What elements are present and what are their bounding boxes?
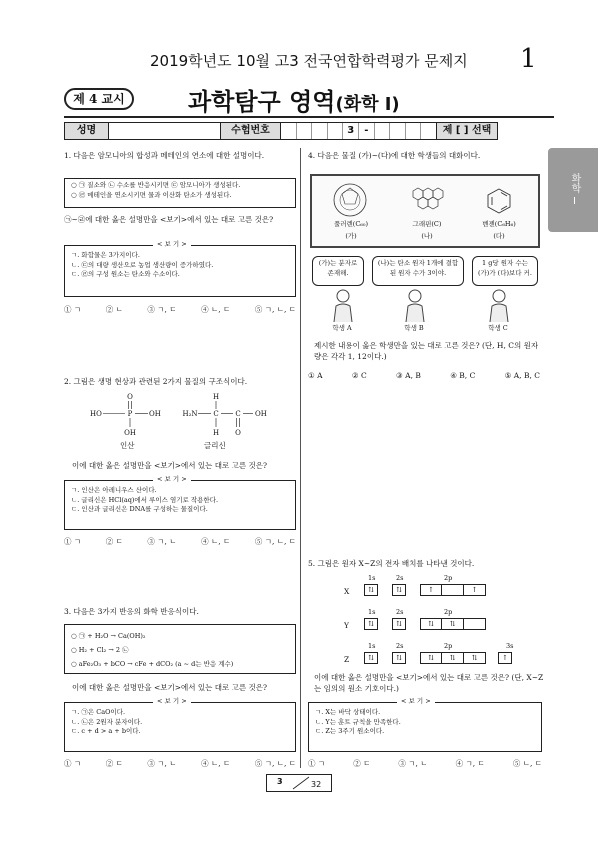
q2-choice-5[interactable]: ⑤ ㄱ, ㄴ, ㄷ xyxy=(254,537,296,546)
svg-text:C: C xyxy=(235,410,241,418)
page-number: 1 xyxy=(520,44,537,74)
period-badge: 제 4 교시 xyxy=(64,88,134,110)
x-2p-1: ↑ xyxy=(420,584,442,596)
z-label-2s: 2s xyxy=(396,642,404,650)
z-label-3s: 3s xyxy=(506,642,514,650)
info-bar xyxy=(64,122,498,140)
q4-question: 제시한 내용이 옳은 학생만을 있는 대로 고른 것은? (단, H, C의 원자량은 각각 1, 12이다.) xyxy=(314,341,539,361)
svg-text:H: H xyxy=(212,429,220,437)
q1-bogi-1: ㄱ. 화합물은 3가지이다. xyxy=(71,251,140,259)
student-b-icon xyxy=(402,288,428,322)
atom-x-label: X xyxy=(344,587,350,596)
q5-choice-1[interactable]: ① ㄱ xyxy=(308,759,326,768)
q3-bogi-3: ㄷ. c + d > a + b이다. xyxy=(71,727,141,735)
subject-title xyxy=(188,82,400,117)
column-divider xyxy=(300,148,301,768)
name-field[interactable] xyxy=(109,123,221,139)
q1-choice-3[interactable]: ③ ㄱ, ㄷ xyxy=(147,305,177,314)
svg-text:HO: HO xyxy=(90,410,102,418)
footer-page: 3 xyxy=(277,777,283,786)
q2-bogi-box xyxy=(64,475,296,530)
svg-text:H: H xyxy=(212,393,220,401)
q1-line-2: ○ ㉣ 메테인을 연소시키면 물과 이산화 탄소가 생성된다. xyxy=(71,190,232,199)
q2-choices xyxy=(64,536,296,547)
footer-slash xyxy=(291,776,311,790)
q3-choice-3[interactable]: ③ ㄱ, ㄴ xyxy=(147,759,177,768)
q1-stem: 1. 다음은 암모니아의 합성과 메테인의 연소에 대한 설명이다. xyxy=(64,151,265,160)
q4-board xyxy=(310,174,540,248)
q1-choice-1[interactable]: ① ㄱ xyxy=(64,305,82,314)
svg-text:OH: OH xyxy=(124,429,136,437)
q2-choice-3[interactable]: ③ ㄱ, ㄴ xyxy=(147,537,177,546)
q4-choices xyxy=(308,370,540,381)
y-2s: ⇅ xyxy=(392,618,406,630)
q1-statement-box xyxy=(64,178,296,208)
sub-name-3: 벤젠(C₆H₆) xyxy=(482,220,516,228)
x-label-1s: 1s xyxy=(368,574,376,582)
q1-question: ㉠~㉣에 대한 옳은 설명만을 <보기>에서 있는 대로 고른 것은? xyxy=(64,215,274,224)
y-1s: ⇅ xyxy=(364,618,378,630)
q2-question: 이에 대한 옳은 설명만을 <보기>에서 있는 대로 고른 것은? xyxy=(72,461,268,470)
q5-electron-config xyxy=(340,574,540,666)
exam-no-label: 수험번호 xyxy=(221,123,281,139)
student-c-label: 학생 C xyxy=(488,324,508,332)
z-2p-1: ⇅ xyxy=(420,652,442,664)
benzene-icon xyxy=(484,186,514,216)
y-label-2s: 2s xyxy=(396,608,404,616)
q1-bogi-title: < 보 기 > xyxy=(153,240,191,250)
q3-question: 이에 대한 옳은 설명만을 <보기>에서 있는 대로 고른 것은? xyxy=(72,683,268,692)
q3-bogi-2: ㄴ. ㉡은 2원자 분자이다. xyxy=(71,717,143,726)
q2-choice-2[interactable]: ② ㄷ xyxy=(105,537,123,546)
footer-total: 32 xyxy=(311,780,322,789)
y-2p-3 xyxy=(464,618,486,630)
q5-choice-3[interactable]: ③ ㄱ, ㄴ xyxy=(398,759,428,768)
q2-name-phosphoric: 인산 xyxy=(120,441,135,450)
q3-choice-4[interactable]: ④ ㄴ, ㄷ xyxy=(201,759,231,768)
q1-choice-4[interactable]: ④ ㄴ, ㄷ xyxy=(201,305,231,314)
student-a-icon xyxy=(330,288,356,322)
q2-bogi-title: < 보 기 > xyxy=(153,475,191,485)
q2-choice-1[interactable]: ① ㄱ xyxy=(64,537,82,546)
q3-choice-1[interactable]: ① ㄱ xyxy=(64,759,82,768)
bubble-a: (가)는 분자로 존재해. xyxy=(312,256,364,286)
atom-z-label: Z xyxy=(344,655,350,664)
q3-choices xyxy=(64,758,296,769)
side-tab: 화학 Ⅰ xyxy=(548,148,598,232)
q2-structures xyxy=(90,390,280,452)
q3-choice-2[interactable]: ② ㄷ xyxy=(105,759,123,768)
q2-name-glycine: 글리신 xyxy=(204,441,226,450)
q4-choice-3[interactable]: ③ A, B xyxy=(396,371,421,380)
z-2p-3: ⇅ xyxy=(464,652,486,664)
footer-page-box xyxy=(266,774,332,792)
q2-bogi-2: ㄴ. 글리신은 HCl(aq)에서 루이스 염기로 작용한다. xyxy=(71,495,219,504)
q2-choice-4[interactable]: ④ ㄴ, ㄷ xyxy=(201,537,231,546)
q4-choice-4[interactable]: ④ B, C xyxy=(450,371,476,380)
student-a-label: 학생 A xyxy=(332,324,352,332)
student-c-icon xyxy=(486,288,512,322)
x-label-2s: 2s xyxy=(396,574,404,582)
exam-no-cells[interactable]: 3 - xyxy=(281,123,437,139)
fullerene-icon xyxy=(330,182,370,218)
q4-choice-5[interactable]: ⑤ A, B, C xyxy=(504,371,540,380)
svg-text:OH: OH xyxy=(255,410,267,418)
q5-bogi-3: ㄷ. Z는 3주기 원소이다. xyxy=(315,727,385,735)
y-2p-1: ⇅ xyxy=(420,618,442,630)
q2-bogi-1: ㄱ. 인산은 아레니우스 산이다. xyxy=(71,486,157,494)
student-b-label: 학생 B xyxy=(404,324,424,332)
q1-line-1: ○ ㉠ 질소와 ㉡ 수소를 반응시키면 ㉢ 암모니아가 생성된다. xyxy=(71,181,241,189)
subject-sub: (화학 Ⅰ) xyxy=(335,94,400,115)
name-label: 성명 xyxy=(65,123,109,139)
q3-statement-box xyxy=(64,624,296,674)
q5-choice-5[interactable]: ⑤ ㄴ, ㄷ xyxy=(512,759,542,768)
atom-y-label: Y xyxy=(344,621,349,630)
sub-name-1: 풀러렌(C₆₀) xyxy=(333,220,369,228)
q4-choice-1[interactable]: ① A xyxy=(308,371,323,380)
q1-choice-2[interactable]: ② ㄴ xyxy=(105,305,123,314)
q3-choice-5[interactable]: ⑤ ㄱ, ㄴ, ㄷ xyxy=(254,759,296,768)
x-2p-3: ↑ xyxy=(464,584,486,596)
q5-bogi-1: ㄱ. X는 바닥 상태이다. xyxy=(315,708,381,716)
q4-stem: 4. 다음은 물질 (가)~(다)에 대한 학생들의 대화이다. xyxy=(308,151,481,160)
q1-bogi-box xyxy=(64,240,296,297)
choice-label: 제 [ ] 선택 xyxy=(437,123,497,139)
z-1s: ⇅ xyxy=(364,652,378,664)
sub-name-2: 그래핀(C) xyxy=(412,220,442,228)
y-label-1s: 1s xyxy=(368,608,376,616)
exam-title: 2019학년도 10월 고3 전국연합학력평가 문제지 xyxy=(150,52,468,70)
q3-line-2: ○ H₂ + Cl₂ → 2 ㉡ xyxy=(71,646,129,654)
atom-y-orbitals xyxy=(364,618,486,630)
q3-line-1: ○ ㉠ + H₂O → Ca(OH)₂ xyxy=(71,632,146,640)
x-2s: ⇅ xyxy=(392,584,406,596)
q3-stem: 3. 다음은 3가지 반응의 화학 반응식이다. xyxy=(64,607,199,616)
x-2p-2 xyxy=(442,584,464,596)
bubble-b: (나)는 탄소 원자 1개에 결합된 원자 수가 3이야. xyxy=(372,256,464,286)
sub-tag-2: (나) xyxy=(421,232,433,240)
z-3s: ↑ xyxy=(498,652,512,664)
q2-bogi-3: ㄷ. 인산과 글리신은 DNA를 구성하는 물질이다. xyxy=(71,505,208,513)
z-2s: ⇅ xyxy=(392,652,406,664)
svg-text:P: P xyxy=(127,410,133,418)
atom-x-orbitals xyxy=(364,584,486,596)
z-2p-2: ⇅ xyxy=(442,652,464,664)
y-2p-2: ⇅ xyxy=(442,618,464,630)
svg-text:O: O xyxy=(235,429,241,437)
q1-choices xyxy=(64,304,296,315)
q5-choice-2[interactable]: ② ㄷ xyxy=(353,759,371,768)
q3-bogi-title: < 보 기 > xyxy=(153,697,191,707)
q5-bogi-title: < 보 기 > xyxy=(397,697,435,707)
q2-stem: 2. 그림은 생명 현상과 관련된 2가지 물질의 구조식이다. xyxy=(64,377,248,386)
q3-bogi-1: ㄱ. ㉠은 CaO이다. xyxy=(71,708,126,716)
q3-line-3: ○ aFe₂O₃ + bCO → cFe + dCO₂ (a ~ d는 반응 계수) xyxy=(71,660,234,668)
q5-bogi-2: ㄴ. Y는 훈트 규칙을 만족한다. xyxy=(315,717,401,726)
q1-bogi-3: ㄷ. ㉣의 구성 원소는 탄소와 수소이다. xyxy=(71,270,180,278)
phosphate-o-top: O xyxy=(127,393,133,401)
y-label-2p: 2p xyxy=(444,608,453,616)
x-label-2p: 2p xyxy=(444,574,453,582)
x-1s: ⇅ xyxy=(364,584,378,596)
z-label-1s: 1s xyxy=(368,642,376,650)
svg-text:C: C xyxy=(213,410,219,418)
q1-bogi-2: ㄴ. ㉢의 대량 생산으로 농업 생산량이 증가하였다. xyxy=(71,260,214,269)
svg-text:H₂N: H₂N xyxy=(182,410,198,418)
subject-main: 과학탐구 영역 xyxy=(188,88,336,116)
exam-no-digit: 3 xyxy=(343,123,359,139)
header-rule xyxy=(64,116,554,118)
bubble-c: 1 g당 원자 수는 (가)가 (다)보다 커. xyxy=(472,256,538,286)
sub-tag-3: (다) xyxy=(493,232,505,240)
q5-question: 이에 대한 옳은 설명만을 <보기>에서 있는 대로 고른 것은? (단, X~Z는 임의의 원소 기호이다.) xyxy=(314,673,544,693)
atom-z-orbitals xyxy=(364,652,512,664)
graphene-icon xyxy=(408,186,448,216)
q3-bogi-box xyxy=(64,697,296,752)
svg-text:OH: OH xyxy=(149,410,161,418)
q5-choices xyxy=(308,758,542,769)
sub-tag-1: (가) xyxy=(345,232,357,240)
q4-choice-2[interactable]: ② C xyxy=(351,371,367,380)
q5-bogi-box xyxy=(308,697,542,752)
q1-choice-5[interactable]: ⑤ ㄱ, ㄴ, ㄷ xyxy=(254,305,296,314)
z-label-2p: 2p xyxy=(444,642,453,650)
q5-choice-4[interactable]: ④ ㄱ, ㄷ xyxy=(455,759,485,768)
q5-stem: 5. 그림은 원자 X~Z의 전자 배치를 나타낸 것이다. xyxy=(308,559,475,568)
